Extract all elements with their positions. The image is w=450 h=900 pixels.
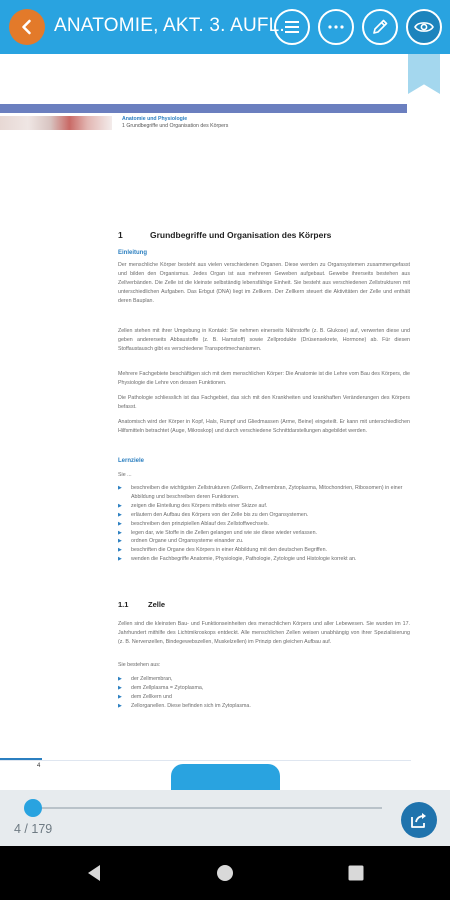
chapter-title: Grundbegriffe und Organisation des Körpers xyxy=(150,230,332,240)
list-item: ▶ erläutern den Aufbau des Körpers von der Zelle bis zu den Organsystemen. xyxy=(118,511,410,520)
list-item: ▶ der Zellmembran, xyxy=(118,675,410,684)
back-button[interactable] xyxy=(9,9,45,45)
menu-icon xyxy=(284,20,300,34)
annotate-button[interactable] xyxy=(362,9,398,45)
list-item: ▶ beschriften die Organe des Körpers in einer Abbildung mit den deutschen Begriffen. xyxy=(118,546,410,555)
intro-paragraph-1: Der menschliche Körper besteht aus vielen verschiedenen Organen. Diese werden zu Organsystemen zusammengefasst und bilden den Organismus. Jedes Organ ist aus mehreren Geweben aufgebaut. Gewebe ihrerseits bestehen aus Zellverbänden. Die Zelle ist die kleinste selbständig lebensfähige Einheit. Sie besteht aus verschiedenen Zellstrukturen mit unterschiedlichen Aufgaben. Das Erbgut (DNA) liegt im Zellkern. Der Zellkern steuert die Aktivitäten der Zelle und enthält deren Bauplan. xyxy=(118,262,410,304)
intro-paragraph-3: Mehrere Fachgebiete beschäftigen sich mit dem menschlichen Körper: Die Anatomie ist die Lehre vom Bau des Körpers, die Physiologie die Lehre von dessen Funktionen. xyxy=(118,371,410,386)
header-image xyxy=(0,116,112,130)
bookmark-ribbon[interactable] xyxy=(408,54,440,94)
section-paragraph: Zellen sind die kleinsten Bau- und Funktionseinheiten des menschlichen Körpers und aller Lebewesen. Sie wurden im 17. Jahrhundert mithilfe des Lichtmikroskops entdeckt. Alle menschlichen Zellen weisen unabhängig von ihrer Spezialisierung (z. B. Nervenzellen, Bindegewebszellen, Muskelzellen) im Prinzip den gleichen Aufbau auf. xyxy=(118,621,410,645)
intro-heading: Einleitung xyxy=(118,250,147,256)
page-footer-rule xyxy=(0,760,411,761)
running-head-chapter: 1 Grundbegriffe und Organisation des Körpers xyxy=(122,123,229,129)
book-page xyxy=(0,102,411,769)
app-toolbar xyxy=(0,0,450,54)
nav-home-button[interactable] xyxy=(215,863,235,883)
page-navigation-bar xyxy=(0,790,450,846)
section-list-intro: Sie bestehen aus: xyxy=(118,662,161,668)
section-list xyxy=(118,675,410,711)
section-number: 1.1 xyxy=(118,600,129,609)
list-item: ▶ zeigen die Einteilung des Körpers mittels einer Skizze auf. xyxy=(118,502,410,511)
goals-intro: Sie ... xyxy=(118,472,132,478)
list-item: ▶ Zellorganellen. Diese befinden sich im Zytoplasma. xyxy=(118,702,410,711)
system-navigation-bar xyxy=(0,846,450,900)
running-head-title: Anatomie und Physiologie xyxy=(122,116,188,122)
chapter-heading xyxy=(118,230,331,240)
running-head xyxy=(122,116,228,130)
more-options-button[interactable] xyxy=(318,9,354,45)
back-triangle-icon xyxy=(86,864,102,882)
page-number: 4 xyxy=(37,763,41,769)
table-of-contents-button[interactable] xyxy=(274,9,310,45)
back-arrow-icon xyxy=(19,19,35,35)
list-item: ▶ beschreiben den prinzipiellen Ablauf des Zellstoffwechsels. xyxy=(118,520,410,529)
intro-paragraph-5: Anatomisch wird der Körper in Kopf, Hals, Rumpf und Gliedmassen (Arme, Beine) eingeteilt. Er kann mit unterschiedlichen Hilfsmitteln betrachtet (Auge, Mikroskop) und durch verschiedene Schnittdarstellungen abgebildet werden. xyxy=(118,419,410,434)
goals-list xyxy=(118,484,410,564)
list-item: ▶ dem Zellkern und xyxy=(118,693,410,702)
eye-icon xyxy=(414,20,434,34)
list-item: ▶ dem Zellplasma = Zytoplasma, xyxy=(118,684,410,693)
list-item: ▶ wenden die Fachbegriffe Anatomie, Physiologie, Pathologie, Zytologie und Histologie korrekt an. xyxy=(118,555,410,564)
home-circle-icon xyxy=(216,864,234,882)
reader-area[interactable] xyxy=(0,54,450,790)
pencil-icon xyxy=(371,18,389,36)
section-title: Zelle xyxy=(148,600,166,609)
view-mode-button[interactable] xyxy=(406,9,442,45)
intro-paragraph-4: Die Pathologie schliesslich ist das Fachgebiet, das sich mit den Krankheiten und krankhaften Veränderungen des Körpers befasst. xyxy=(118,395,410,410)
list-item: ▶ legen dar, wie Stoffe in die Zellen gelangen und wie sie diese wieder verlassen. xyxy=(118,529,410,538)
more-icon xyxy=(328,25,344,29)
page-header-bar xyxy=(0,104,407,113)
nav-back-button[interactable] xyxy=(84,863,104,883)
recents-square-icon xyxy=(348,865,364,881)
share-button[interactable] xyxy=(401,802,437,838)
page-slider-thumb[interactable] xyxy=(24,799,42,817)
list-item: ▶ ordnen Organe und Organsysteme einander zu. xyxy=(118,537,410,546)
goals-heading: Lernziele xyxy=(118,458,145,464)
page-slider-track[interactable] xyxy=(33,807,382,809)
share-icon xyxy=(409,811,429,829)
chapter-number: 1 xyxy=(118,230,123,240)
list-item: ▶ beschreiben die wichtigsten Zellstrukturen (Zellkern, Zellmembran, Zytoplasma, Mitochondrien, Ribosomen) in einer Abbildung und beschreiben deren Funktionen. xyxy=(118,484,410,502)
page-counter: 4 / 179 xyxy=(14,822,53,836)
nav-recents-button[interactable] xyxy=(346,863,366,883)
section-heading xyxy=(118,600,165,609)
intro-paragraph-2: Zellen stehen mit ihrer Umgebung in Kontakt: Sie nehmen einerseits Nährstoffe (z. B. Glukose) auf, verwerten diese und geben andererseits Abbaustoffe (z. B. Harnstoff) sowie Zellprodukte (Drüsensekrete, Hormone) ab. Für diesen Stoffaustausch gibt es verschiedene Transportmechanismen. xyxy=(118,328,410,352)
book-title: ANATOMIE, AKT. 3. AUFL. xyxy=(54,15,285,36)
